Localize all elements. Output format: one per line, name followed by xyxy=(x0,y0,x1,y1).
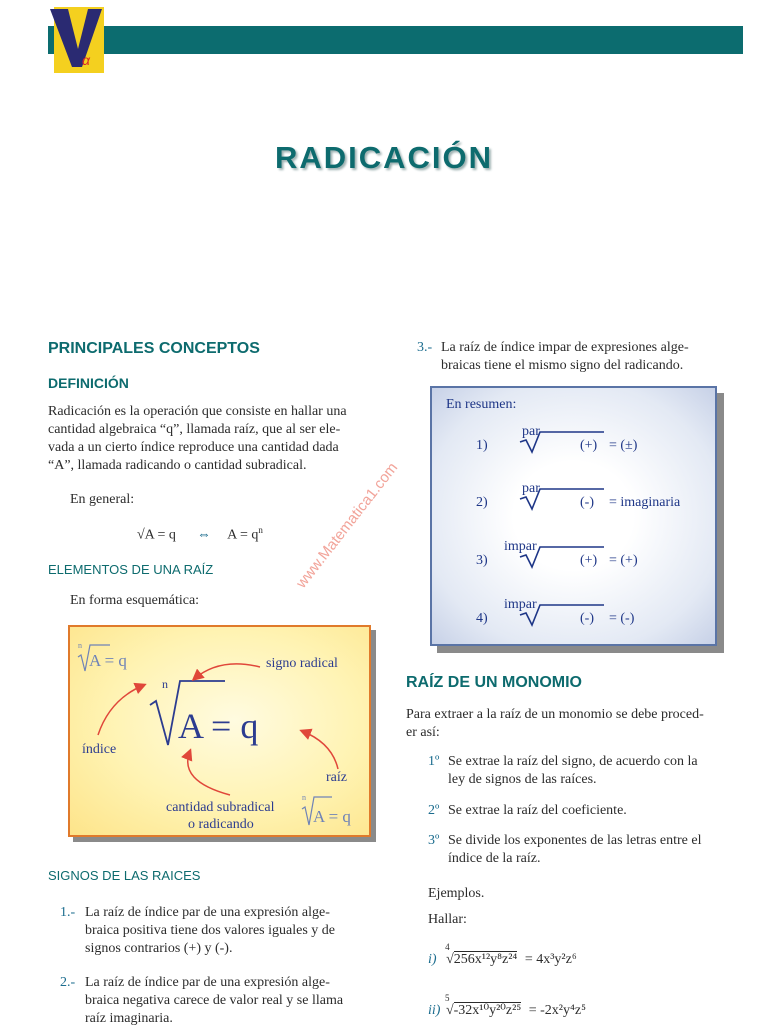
definicion-line: vada a un cierto índice reproduce una cantidad dada xyxy=(48,440,339,455)
resumen-row-radicand: (+) xyxy=(580,438,598,453)
formula-right: A = q xyxy=(227,527,259,543)
example-index: 4 xyxy=(445,942,450,952)
section-heading-elementos: ELEMENTOS DE UNA RAÍZ xyxy=(48,562,214,577)
root-schema-diagram xyxy=(68,625,371,837)
header-bar xyxy=(48,26,743,54)
resumen-row-num: 3) xyxy=(476,553,488,568)
small-index: n xyxy=(78,641,82,650)
resumen-row-result: = (±) xyxy=(609,438,638,453)
step-number: 2º xyxy=(428,803,440,818)
resumen-row-index: impar xyxy=(504,597,537,612)
formula-left: √A = q xyxy=(137,527,176,543)
radical-sign-icon: √ xyxy=(445,1003,454,1018)
item-line: braica positiva tiene dos valores iguales y de xyxy=(85,923,335,938)
step-line: índice de la raíz. xyxy=(448,851,541,866)
label-raiz: raíz xyxy=(326,770,347,785)
item-line: braica negativa carece de valor real y se llama xyxy=(85,993,344,1008)
equivalence-icon: ⇔ xyxy=(196,527,211,543)
section-heading-signos: SIGNOS DE LAS RAICES xyxy=(48,868,201,883)
resumen-box xyxy=(430,386,717,646)
section-heading-conceptos: PRINCIPALES CONCEPTOS xyxy=(48,340,260,357)
item-line: signos contrarios (+) y (-). xyxy=(85,941,233,956)
hallar-label: Hallar: xyxy=(428,912,467,927)
resumen-row-result: = imaginaria xyxy=(609,495,681,510)
intro-line: er así: xyxy=(406,725,440,740)
resumen-row-index: par xyxy=(522,424,540,439)
radical-sign-icon: √ xyxy=(446,952,454,967)
definicion-paragraph xyxy=(48,403,384,475)
page-title: RADICACIÓN xyxy=(274,140,494,175)
resumen-row-index: par xyxy=(522,481,540,496)
example-ii xyxy=(428,993,586,1024)
example-result: = -2x²y⁴z⁵ xyxy=(528,1003,586,1018)
definicion-line: “A”, llamada radicando o cantidad subradical. xyxy=(48,458,307,473)
definicion-line: cantidad algebraica “q”, llamada raíz, que al ser ele- xyxy=(48,422,341,437)
step-line: ley de signos de las raíces. xyxy=(448,772,597,787)
item-number: 2.- xyxy=(60,975,76,990)
section-heading-monomio: RAÍZ DE UN MONOMIO xyxy=(406,674,582,691)
example-label: i) xyxy=(428,952,437,967)
resumen-row-num: 1) xyxy=(476,438,488,453)
svg-text:α: α xyxy=(82,52,90,68)
resumen-row-radicand: (+) xyxy=(580,553,598,568)
example-i xyxy=(428,942,577,974)
step-line: Se extrae la raíz del signo, de acuerdo con la xyxy=(448,754,698,769)
item-number: 3.- xyxy=(417,340,433,355)
item-line: La raíz de índice par de una expresión alge- xyxy=(85,975,330,990)
resumen-radicals xyxy=(432,388,715,644)
example-result: = 4x³y²z⁶ xyxy=(524,952,577,967)
label-cantidad-subradical: cantidad subradical xyxy=(166,800,275,815)
general-formula xyxy=(137,525,263,544)
resumen-row-result: = (+) xyxy=(609,553,638,568)
step-number: 1º xyxy=(428,754,440,769)
label-signo-radical: signo radical xyxy=(266,656,338,671)
watermark: www.Matematica1.com xyxy=(292,459,402,592)
esquematica-label: En forma esquemática: xyxy=(70,593,200,608)
section-heading-definicion: DEFINICIÓN xyxy=(48,375,129,391)
resumen-label: En resumen: xyxy=(446,397,517,412)
small2-index: n xyxy=(302,793,306,802)
resumen-row-result: = (-) xyxy=(609,611,635,626)
item-line: raíz imaginaria. xyxy=(85,1011,173,1026)
intro-line: Para extraer a la raíz de un monomio se debe proced- xyxy=(406,707,704,722)
item-line: La raíz de índice impar de expresiones alge- xyxy=(441,340,689,355)
item-line: braicas tiene el mismo signo del radicando. xyxy=(441,358,684,373)
item-line: La raíz de índice par de una expresión alge- xyxy=(85,905,330,920)
small-radical-formula: A = q xyxy=(89,651,127,670)
formula-exponent: n xyxy=(258,525,263,535)
example-radicand: -32x¹⁰y²⁰z²⁵ xyxy=(453,1003,522,1018)
item-number: 1.- xyxy=(60,905,76,920)
example-label: ii) xyxy=(428,1003,441,1018)
label-indice: índice xyxy=(82,742,117,757)
label-radicando: o radicando xyxy=(188,817,254,832)
resumen-row-index: impar xyxy=(504,539,537,554)
resumen-row-radicand: (-) xyxy=(580,495,594,510)
small2-radical-formula: A = q xyxy=(313,807,351,826)
step-line: Se extrae la raíz del coeficiente. xyxy=(448,803,627,818)
general-label: En general: xyxy=(70,492,135,507)
resumen-row-num: 4) xyxy=(476,611,488,626)
logo-icon xyxy=(48,3,106,73)
resumen-row-num: 2) xyxy=(476,495,488,510)
step-line: Se divide los exponentes de las letras entre el xyxy=(448,833,702,848)
ejemplos-label: Ejemplos. xyxy=(428,886,485,901)
step-number: 3º xyxy=(428,833,440,848)
definicion-line: Radicación es la operación que consiste en hallar una xyxy=(48,404,347,419)
monomio-intro xyxy=(406,706,742,742)
big-radical-formula: A = q xyxy=(178,706,259,746)
big-index: n xyxy=(162,677,168,691)
example-index: 5 xyxy=(444,993,450,1003)
resumen-row-radicand: (-) xyxy=(580,611,594,626)
example-radicand: 256x¹²y⁸z²⁴ xyxy=(453,952,518,967)
